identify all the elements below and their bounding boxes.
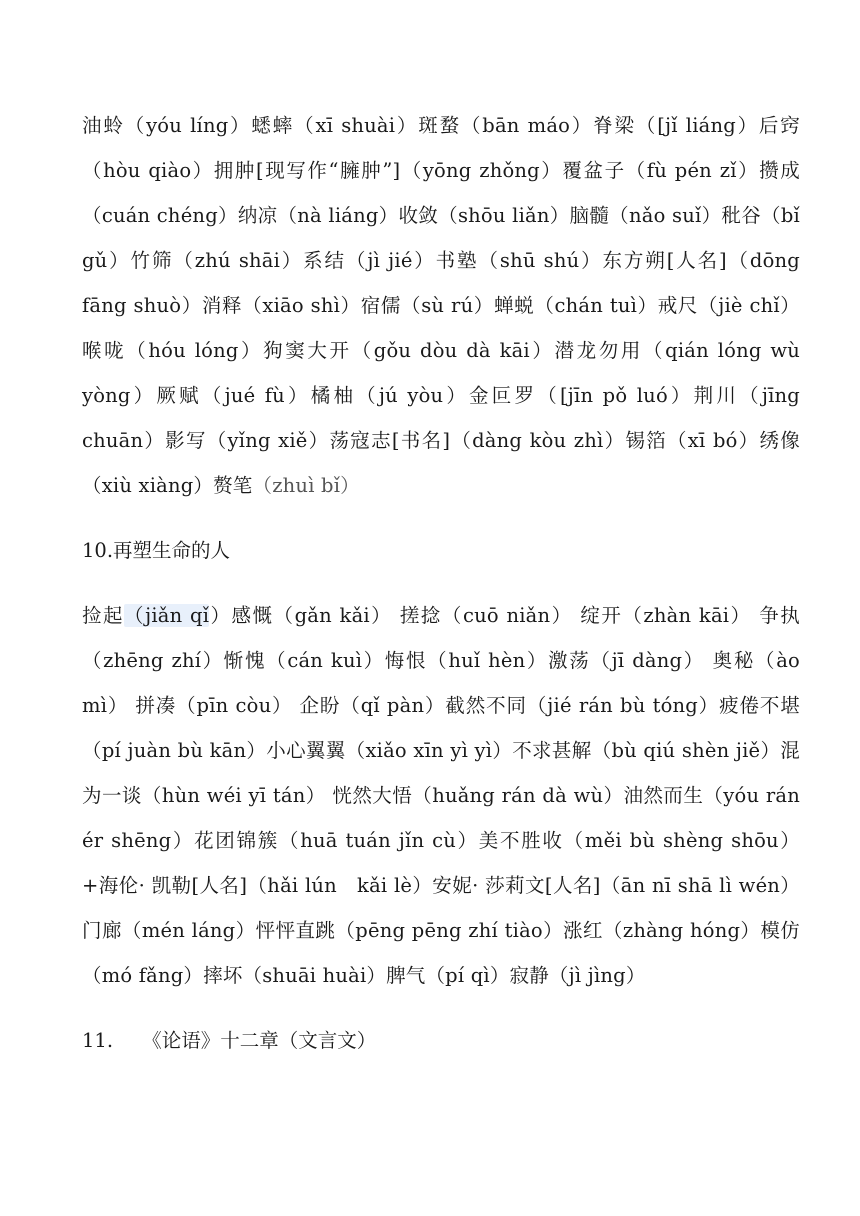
lesson-11-heading: 11. 《论语》十二章（文言文） (82, 1029, 377, 1052)
vocab-text-gray: （zhuì bǐ） (252, 474, 360, 497)
vocab-paragraph-lesson10 (82, 593, 800, 998)
vocab-text: 油蛉（yóu líng）蟋蟀（xī shuài）斑蝥（bān máo）脊梁（[jǐ liáng）后窍（hòu qiào）拥肿[现写作“臃肿”]（yōng zhǒng）覆盆子（fù pén zǐ）攒成（cuán chéng）纳凉（nà liáng）收敛（shōu liǎn）脑髓（nǎo suǐ）秕谷（bǐ gǔ）竹筛（zhú shāi）系结（jì jié）书塾（shū shú）东方朔[人名]（dōng fāng shuò）消释（xiāo shì）宿儒（sù rú）蝉蜕（chán tuì）戒尺（jiè chǐ）喉咙（hóu lóng）狗窦大开（gǒu dòu dà kāi）潜龙勿用（qián lóng wù yòng）厥赋（jué fù）橘柚（jú yòu）金叵罗（[jīn pǒ luó）荆川（jīng chuān）影写（yǐng xiě）荡寇志[书名]（dàng kòu zhì）锡箔（xī bó）绣像（xiù xiàng）赘笔 (82, 114, 820, 497)
document-page (82, 103, 820, 1063)
selected-text-highlight[interactable]: （jiǎn qǐ (124, 604, 210, 627)
lesson-10-heading: 10.再塑生命的人 (82, 539, 231, 562)
vocab-paragraph-lesson9 (82, 103, 820, 508)
vocab-text-rest: ）感慨（gǎn kǎi） 搓捻（cuō niǎn） 绽开（zhàn kāi） 争执（zhēng zhí）惭愧（cán kuì）悔恨（huǐ hèn）激荡（jī dàng） 奥秘（ào mì） 拼凑（pīn còu） 企盼（qǐ pàn）截然不同（jié rán bù tóng）疲倦不堪（pí juàn bù kān）小心翼翼（xiǎo xīn yì yì）不求甚解（bù qiú shèn jiě）混为一谈（hùn wéi yī tán） 恍然大悟（huǎng rán dà wù）油然而生（yóu rán ér shēng）花团锦簇（huā tuán jǐn cù）美不胜收（měi bù shèng shōu）+海伦· 凯勒[人名]（hǎi lún kǎi lè）安妮· 莎莉文[人名]（ān nī shā lì wén）门廊（mén láng）怦怦直跳（pēng pēng zhí tiào）涨红（zhàng hóng）模仿（mó fǎng）摔坏（shuāi huài）脾气（pí qì）寂静（jì jìng） (82, 604, 800, 987)
vocab-text-start: 捡起 (82, 604, 125, 627)
